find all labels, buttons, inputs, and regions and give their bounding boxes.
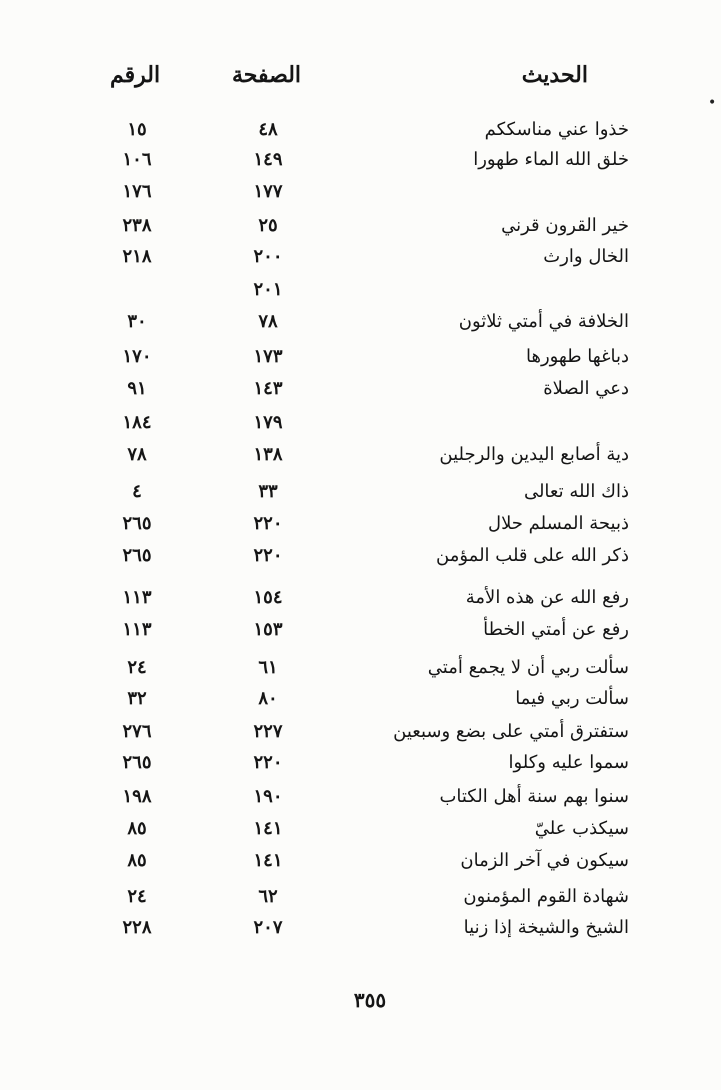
hadith-text: ستفترق أمتي على بضع وسبعين bbox=[393, 721, 629, 742]
index-row bbox=[0, 582, 721, 614]
index-row bbox=[0, 614, 721, 646]
page-ref: ٧٨ bbox=[258, 311, 278, 332]
hadith-text: سنوا بهم سنة أهل الكتاب bbox=[439, 786, 629, 807]
hadith-text: خير القرون قرني bbox=[501, 215, 629, 236]
page-ref: ١٩٠ bbox=[253, 786, 283, 807]
page-ref: ٢٥ bbox=[258, 215, 278, 236]
hadith-number: ١٧٠ bbox=[122, 346, 152, 367]
index-row bbox=[0, 476, 721, 508]
page-ref: ١٤٣ bbox=[253, 378, 283, 399]
index-row bbox=[0, 274, 721, 306]
page-ref: ٦١ bbox=[258, 657, 278, 678]
hadith-number: ٢١٨ bbox=[122, 246, 152, 267]
hadith-text: الخال وارث bbox=[543, 246, 629, 267]
hadith-number: ١٠٦ bbox=[122, 149, 152, 170]
hadith-text: دية أصابع اليدين والرجلين bbox=[439, 444, 629, 465]
page-ref: ٢٢٠ bbox=[253, 513, 283, 534]
hadith-text: الشيخ والشيخة إذا زنيا bbox=[463, 917, 629, 938]
hadith-text: خلق الله الماء طهورا bbox=[473, 149, 629, 170]
index-row bbox=[0, 540, 721, 572]
hadith-number: ٢٤ bbox=[127, 886, 147, 907]
hadith-number: ٩١ bbox=[127, 378, 147, 399]
index-row bbox=[0, 747, 721, 779]
hadith-number: ٧٨ bbox=[127, 444, 147, 465]
hadith-number: ٢٢٨ bbox=[122, 917, 152, 938]
hadith-number: ٢٤ bbox=[127, 657, 147, 678]
page-ref: ٢٠١ bbox=[253, 279, 283, 300]
index-row bbox=[0, 306, 721, 338]
index-row bbox=[0, 144, 721, 176]
index-row bbox=[0, 241, 721, 273]
hadith-number: ٣٠ bbox=[127, 311, 147, 332]
hadith-text: رفع عن أمتي الخطأ bbox=[483, 619, 629, 640]
page-ref: ١٣٨ bbox=[253, 444, 283, 465]
index-row bbox=[0, 652, 721, 684]
page-ref: ١٧٧ bbox=[253, 181, 283, 202]
hadith-number: ٢٣٨ bbox=[122, 215, 152, 236]
page-ref: ٦٢ bbox=[258, 886, 278, 907]
page-ref: ١٤١ bbox=[253, 818, 283, 839]
index-row bbox=[0, 781, 721, 813]
page-ref: ٢٢٠ bbox=[253, 545, 283, 566]
index-row bbox=[0, 716, 721, 748]
index-row bbox=[0, 373, 721, 405]
page-ref: ٢٢٠ bbox=[253, 752, 283, 773]
page-ref: ٢٠٠ bbox=[253, 246, 283, 267]
page-ref: ١٥٣ bbox=[253, 619, 283, 640]
hadith-text: الخلافة في أمتي ثلاثون bbox=[458, 311, 629, 332]
page-ref: ٨٠ bbox=[258, 688, 278, 709]
header-number: الرقم bbox=[110, 62, 161, 88]
index-row bbox=[0, 845, 721, 877]
hadith-number: ١١٣ bbox=[122, 619, 152, 640]
page-ref: ٣٣ bbox=[258, 481, 278, 502]
hadith-number: ٢٧٦ bbox=[122, 721, 152, 742]
index-row bbox=[0, 881, 721, 913]
hadith-number: ٨٥ bbox=[127, 818, 147, 839]
hadith-text: سيكون في آخر الزمان bbox=[460, 850, 629, 871]
index-row bbox=[0, 683, 721, 715]
index-row bbox=[0, 439, 721, 471]
hadith-number: ٢٦٥ bbox=[122, 545, 152, 566]
header-hadith: الحديث bbox=[521, 62, 588, 88]
hadith-text: سألت ربي أن لا يجمع أمتي bbox=[427, 657, 629, 678]
index-row bbox=[0, 508, 721, 540]
hadith-text: ذاك الله تعالى bbox=[523, 481, 629, 502]
page-number: ٣٥٥ bbox=[353, 988, 387, 1012]
hadith-text: سيكذب عليّ bbox=[534, 818, 629, 839]
index-row bbox=[0, 912, 721, 944]
page-ref: ٢٢٧ bbox=[253, 721, 283, 742]
page-ref: ١٤٩ bbox=[253, 149, 283, 170]
index-row bbox=[0, 176, 721, 208]
hadith-text: ذبيحة المسلم حلال bbox=[487, 513, 629, 534]
hadith-text: سموا عليه وكلوا bbox=[508, 752, 629, 773]
hadith-number: ١٨٤ bbox=[122, 412, 152, 433]
hadith-number: ١١٣ bbox=[122, 587, 152, 608]
hadith-number: ٣٢ bbox=[127, 688, 147, 709]
index-row bbox=[0, 407, 721, 439]
hadith-text: سألت ربي فيما bbox=[515, 688, 629, 709]
page-ref: ٢٠٧ bbox=[253, 917, 283, 938]
hadith-text: دباغها طهورها bbox=[525, 346, 629, 367]
hadith-text: دعي الصلاة bbox=[543, 378, 629, 399]
hadith-number: ٤ bbox=[132, 481, 142, 502]
index-row bbox=[0, 813, 721, 845]
index-row bbox=[0, 114, 721, 146]
hadith-number: ١٩٨ bbox=[122, 786, 152, 807]
hadith-number: ٢٦٥ bbox=[122, 752, 152, 773]
index-row bbox=[0, 210, 721, 242]
hadith-number: ٨٥ bbox=[127, 850, 147, 871]
page-ref: ٤٨ bbox=[258, 119, 278, 140]
hadith-number: ٢٦٥ bbox=[122, 513, 152, 534]
page-ref: ١٤١ bbox=[253, 850, 283, 871]
hadith-text: ذكر الله على قلب المؤمن bbox=[436, 545, 629, 566]
index-row bbox=[0, 341, 721, 373]
page-ref: ١٥٤ bbox=[253, 587, 283, 608]
margin-mark: • bbox=[708, 95, 717, 111]
hadith-number: ١٧٦ bbox=[122, 181, 152, 202]
hadith-text: شهادة القوم المؤمنون bbox=[463, 886, 629, 907]
hadith-number: ١٥ bbox=[127, 119, 147, 140]
hadith-text: خذوا عني مناسككم bbox=[484, 119, 629, 140]
page-ref: ١٧٩ bbox=[253, 412, 283, 433]
hadith-text: رفع الله عن هذه الأمة bbox=[465, 587, 629, 608]
page-ref: ١٧٣ bbox=[253, 346, 283, 367]
header-page: الصفحة bbox=[232, 62, 302, 88]
